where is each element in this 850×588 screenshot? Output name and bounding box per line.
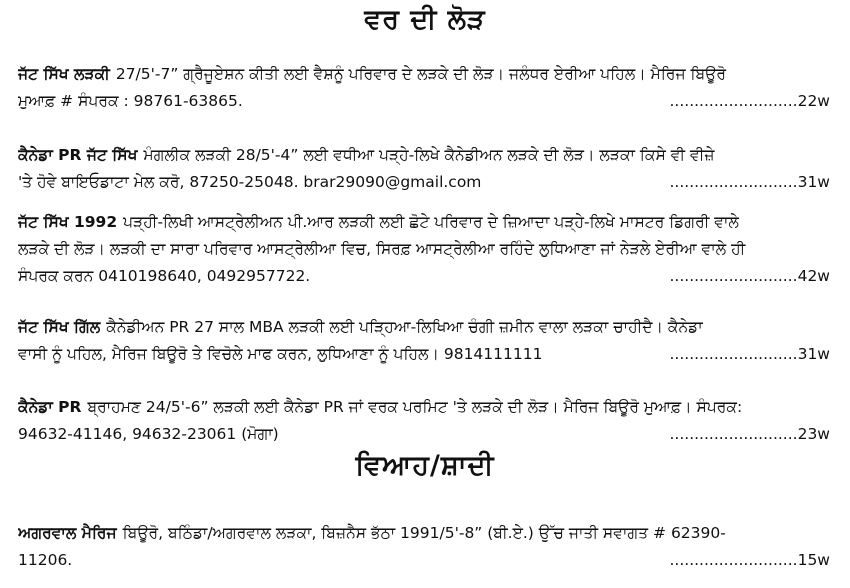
ad-line bbox=[18, 394, 830, 421]
ad-text: 'ਤੇ ਹੋਵੇ ਬਾਇਓਡਾਟਾ ਮੇਲ ਕਰੋ, 87250-25048. brar29090@gmail.com bbox=[18, 173, 482, 191]
ad-line bbox=[18, 209, 830, 236]
ad-line bbox=[18, 341, 830, 368]
ad-line bbox=[18, 236, 830, 263]
ad-line bbox=[18, 520, 830, 547]
section-title-marriage: ਵਿਆਹ/ਸ਼ਾਦੀ bbox=[355, 450, 495, 481]
ad-text: 27/5'-7” ਗ੍ਰੈਜੂਏਸ਼ਨ ਕੀਤੀ ਲਈ ਵੈਸ਼ਨੂੰ ਪਰਿਵਾਰ ਦੇ ਲੜਕੇ ਦੀ ਲੋੜ। ਜਲੰਧਰ ਏਰੀਆ ਪਹਿਲ। ਮੈਰਿਜ ਬਿਊਰੋ bbox=[115, 65, 726, 83]
ad-text: ਬਿਊਰੋ, ਬਠਿੰਡਾ/ਅਗਰਵਾਲ ਲੜਕਾ, ਬਿਜ਼ਨੈਸ ਭੱਠਾ 1991/5'-8” (ਬੀ.ਏ.) ਉੱਚ ਜਾਤੀ ਸਵਾਗਤ # 62390- bbox=[122, 524, 726, 542]
ad-lead: ਜੱਟ ਸਿੱਖ ਲੜਕੀ bbox=[18, 65, 110, 83]
ad-text: ਮੁਆਫ਼ # ਸੰਪਰਕ : 98761-63865. bbox=[18, 92, 243, 110]
ad-line bbox=[18, 61, 830, 88]
ad-6 bbox=[18, 520, 830, 574]
ad-text: 94632-41146, 94632-23061 (ਮੋਗਾ) bbox=[18, 425, 279, 443]
ad-code: ..........................23w bbox=[669, 425, 830, 443]
ad-2 bbox=[18, 142, 830, 196]
ad-code: ..........................42w bbox=[669, 267, 830, 285]
ad-line bbox=[18, 421, 830, 448]
ad-line bbox=[18, 142, 830, 169]
ad-5 bbox=[18, 394, 830, 448]
ad-line bbox=[18, 547, 830, 574]
ad-line bbox=[18, 263, 830, 290]
ad-text: 11206. bbox=[18, 551, 73, 569]
ad-text: ਪੜ੍ਹੀ-ਲਿਖੀ ਆਸਟ੍ਰੇਲੀਅਨ ਪੀ.ਆਰ ਲੜਕੀ ਲਈ ਛੋਟੇ ਪਰਿਵਾਰ ਦੇ ਜ਼ਿਆਦਾ ਪੜ੍ਹੇ-ਲਿਖੇ ਮਾਸਟਰ ਡਿਗਰੀ ਵਾਲੇ bbox=[123, 213, 739, 231]
ad-lead: ਅਗਰਵਾਲ ਮੈਰਿਜ bbox=[18, 524, 117, 542]
ad-1 bbox=[18, 61, 830, 115]
section-title-groom-wanted: ਵਰ ਦੀ ਲੋੜ bbox=[364, 4, 486, 35]
ad-line bbox=[18, 88, 830, 115]
ad-text: ਮੰਗਲੀਕ ਲੜਕੀ 28/5'-4” ਲਈ ਵਧੀਆ ਪੜ੍ਹੇ-ਲਿਖੇ ਕੈਨੇਡੀਅਨ ਲੜਕੇ ਦੀ ਲੋੜ। ਲੜਕਾ ਕਿਸੇ ਵੀ ਵੀਜ਼ੇ bbox=[143, 146, 715, 164]
ad-code: ..........................31w bbox=[669, 173, 830, 191]
ad-lead: ਕੈਨੇਡਾ PR bbox=[18, 398, 82, 416]
ad-text: ਸੰਪਰਕ ਕਰਨ 0410198640, 0492957722. bbox=[18, 267, 311, 285]
ad-lead: ਜੱਟ ਸਿੱਖ 1992 bbox=[18, 213, 118, 231]
ad-code: ..........................15w bbox=[669, 551, 830, 569]
ad-text: ਕੈਨੇਡੀਅਨ PR 27 ਸਾਲ MBA ਲੜਕੀ ਲਈ ਪੜ੍ਹਿਆ-ਲਿਖਿਆ ਚੰਗੀ ਜ਼ਮੀਨ ਵਾਲਾ ਲੜਕਾ ਚਾਹੀਦੈ। ਕੈਨੇਡਾ bbox=[106, 318, 703, 336]
ad-3 bbox=[18, 209, 830, 290]
ad-code: ..........................22w bbox=[669, 92, 830, 110]
ad-text: ਬ੍ਰਾਹਮਣ 24/5'-6” ਲੜਕੀ ਲਈ ਕੈਨੇਡਾ PR ਜਾਂ ਵਰਕ ਪਰਮਿਟ 'ਤੇ ਲੜਕੇ ਦੀ ਲੋੜ। ਮੈਰਿਜ ਬਿਊਰੋ ਮੁਆਫ਼। ਸੰਪਰਕ: bbox=[87, 398, 743, 416]
ad-code: ..........................31w bbox=[669, 345, 830, 363]
ad-4 bbox=[18, 314, 830, 368]
ad-line bbox=[18, 314, 830, 341]
ad-lead: ਜੱਟ ਸਿੱਖ ਗਿੱਲ bbox=[18, 318, 101, 336]
ad-text: ਲੜਕੇ ਦੀ ਲੋੜ। ਲੜਕੀ ਦਾ ਸਾਰਾ ਪਰਿਵਾਰ ਆਸਟ੍ਰੇਲੀਆ ਵਿਚ, ਸਿਰਫ਼ ਆਸਟ੍ਰੇਲੀਆ ਰਹਿੰਦੇ ਲੁਧਿਆਣਾ ਜਾਂ ਨੇੜਲੇ ਏਰੀਆ ਵਾਲੇ ਹੀ bbox=[18, 240, 746, 258]
ad-text: ਵਾਸੀ ਨੂੰ ਪਹਿਲ, ਮੈਰਿਜ ਬਿਊਰੋ ਤੇ ਵਿਚੋਲੇ ਮਾਫ ਕਰਨ, ਲੁਧਿਆਣਾ ਨੂੰ ਪਹਿਲ। 9814111111 bbox=[18, 345, 543, 363]
ad-line bbox=[18, 169, 830, 196]
ad-lead: ਕੈਨੇਡਾ PR ਜੱਟ ਸਿੱਖ bbox=[18, 146, 138, 164]
